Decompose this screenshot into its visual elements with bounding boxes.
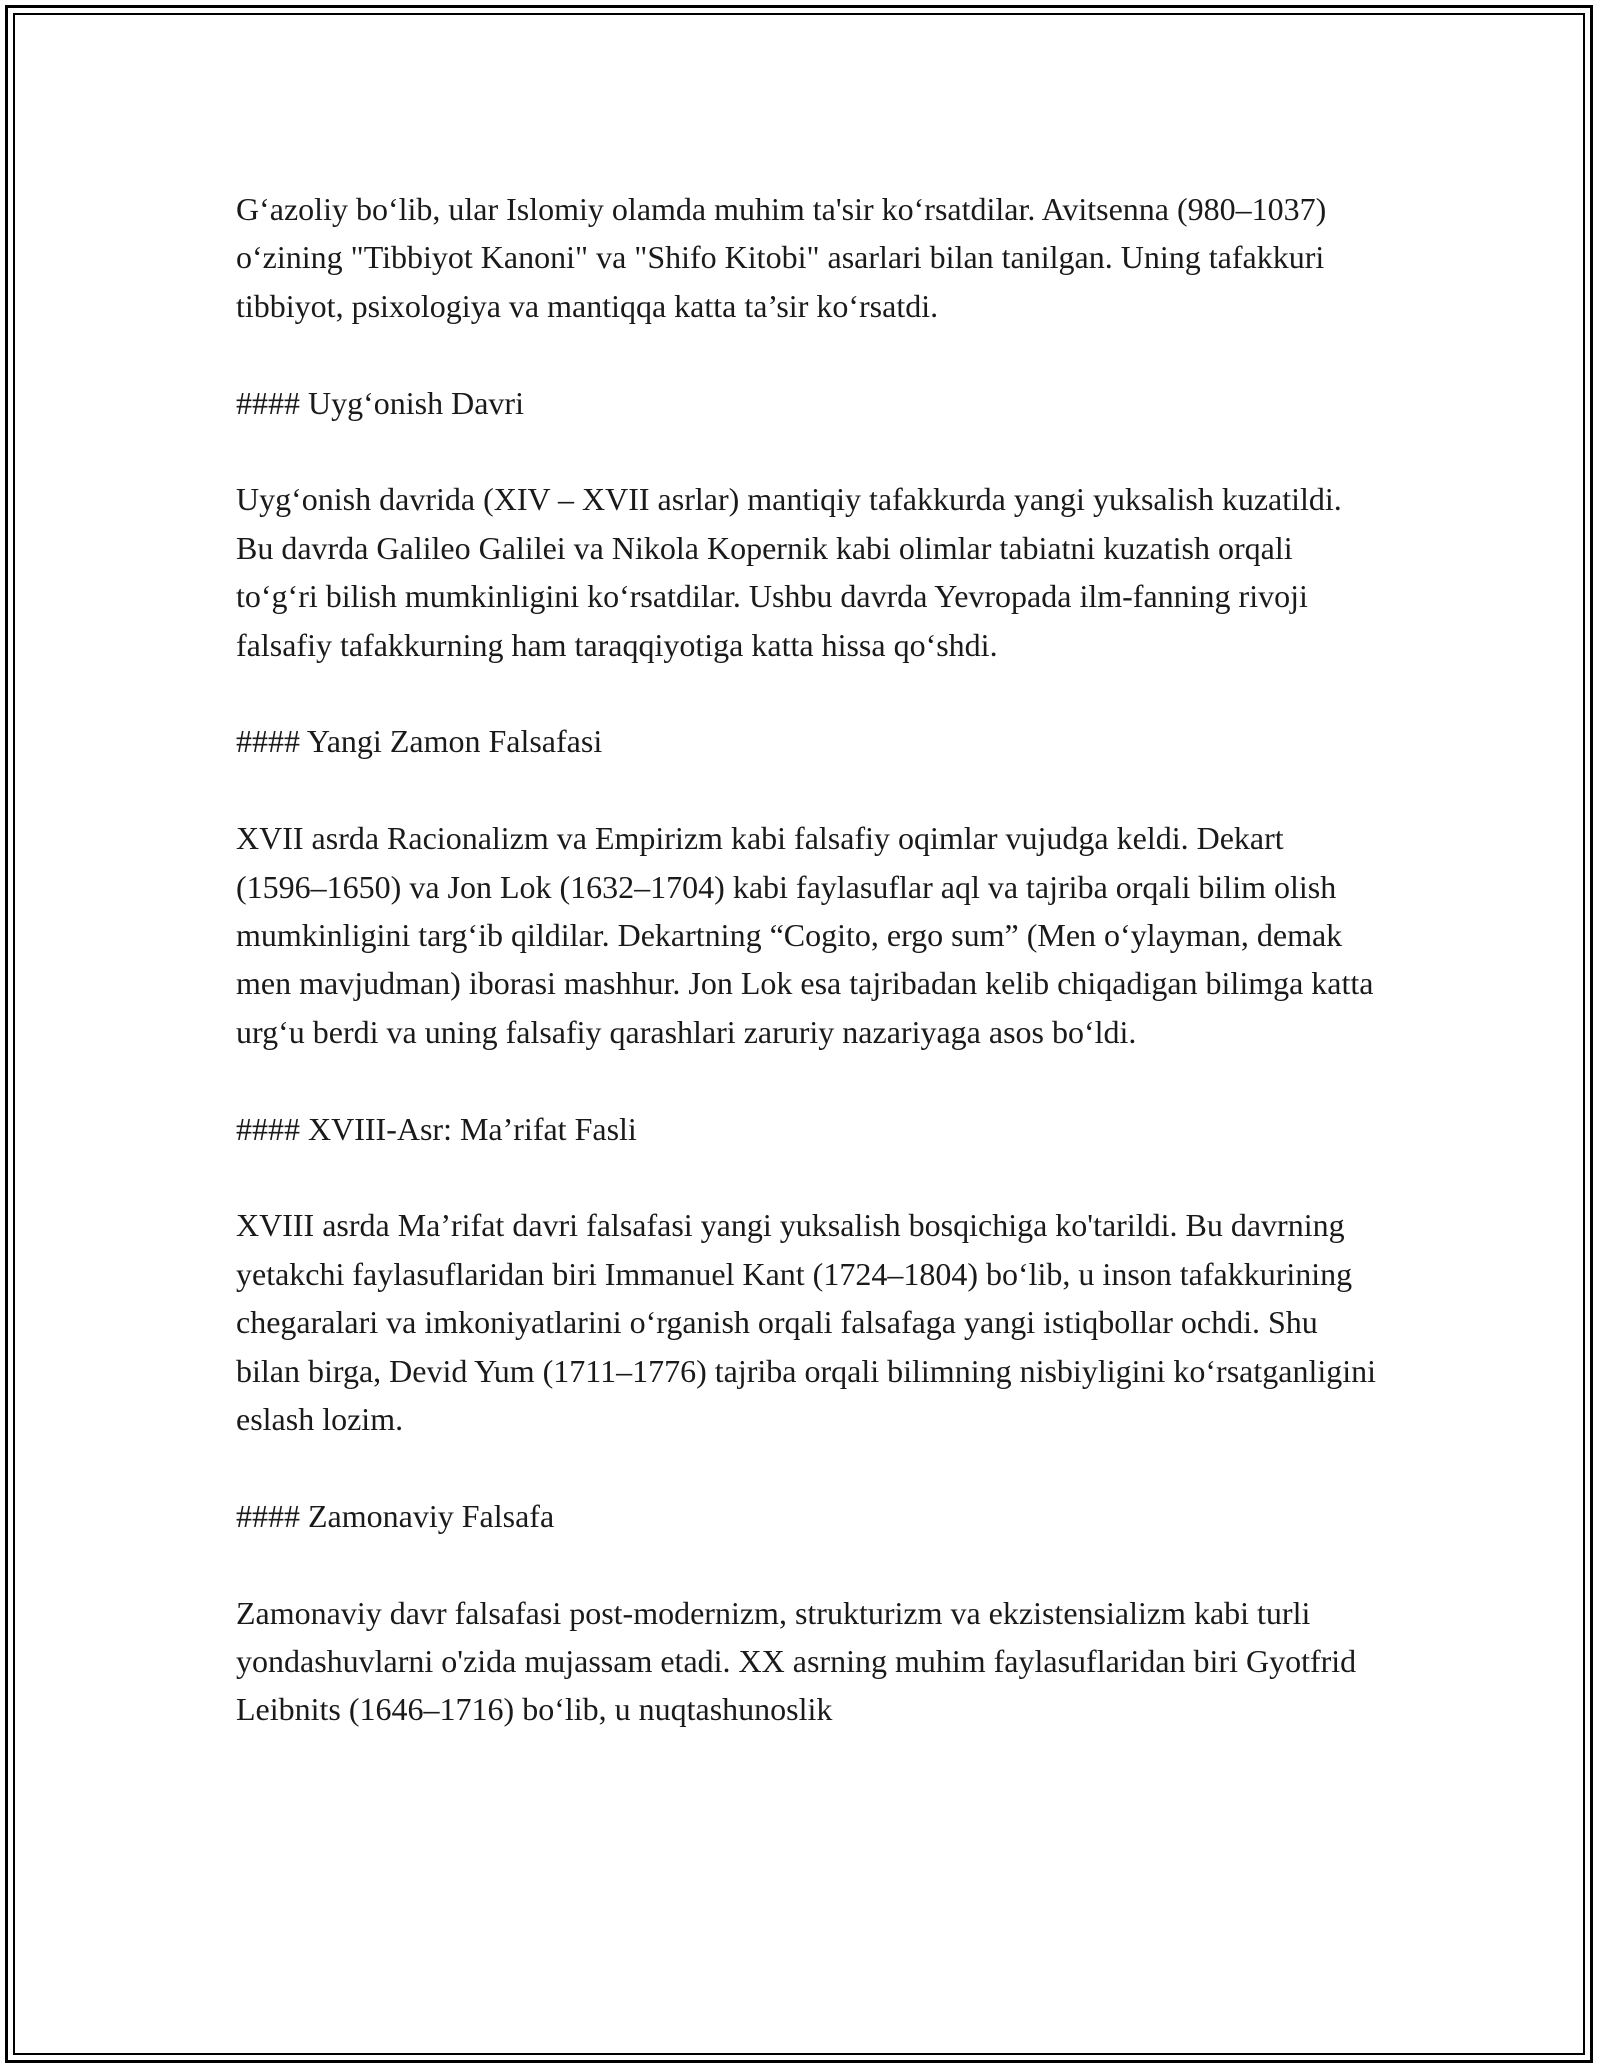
- paragraph-contemporary: Zamonaviy davr falsafasi post-modernizm, strukturizm va ekzistensializm kabi turli yondashuvlarni o'zida mujassam etadi. XX asrning muhim faylasuflaridan biri Gyotfrid Leibnits (1646–1716) bo‘lib, u nuqtashunoslik: [236, 1594, 1357, 1728]
- heading-renaissance: #### Uyg‘onish Davri: [236, 384, 524, 421]
- paragraph-renaissance: Uyg‘onish davrida (XIV – XVII asrlar) mantiqiy tafakkurda yangi yuksalish kuzatildi. Bu davrda Galileo Galilei va Nikola Kopernik kabi olimlar tabiatni kuzatish orqali to‘g‘ri bilish mumkinligini ko‘rsatdilar. Ushbu davrda Yevropada ilm-fanning rivoji falsafiy tafakkurning ham taraqqiyotiga katta hissa qo‘shdi.: [236, 481, 1342, 663]
- document-body: [236, 185, 1376, 1782]
- paragraph-enlightenment: XVIII asrda Ma’rifat davri falsafasi yangi yuksalish bosqichiga ko'tarildi. Bu davrning yetakchi faylasuflaridan biri Immanuel Kant (1724–1804) bo‘lib, u inson tafakkurining chegaralari va imkoniyatlarini o‘rganish orqali falsafaga yangi istiqbollar ochdi. Shu bilan birga, Devid Yum (1711–1776) tajriba orqali bilimning nisbiyligini ko‘rsatganligini eslash lozim.: [236, 1207, 1376, 1438]
- heading-contemporary: #### Zamonaviy Falsafa: [236, 1497, 555, 1534]
- heading-enlightenment: #### XVIII-Asr: Ma’rifat Fasli: [236, 1110, 637, 1147]
- heading-modern-era: #### Yangi Zamon Falsafasi: [236, 723, 603, 760]
- paragraph-intro: G‘azoliy bo‘lib, ular Islomiy olamda muhim ta'sir ko‘rsatdilar. Avitsenna (980–1037) o‘zining "Tibbiyot Kanoni" va "Shifo Kitobi" asarlari bilan tanilgan. Uning tafakkuri tibbiyot, psixologiya va mantiqqa katta ta’sir ko‘rsatdi.: [236, 191, 1327, 324]
- paragraph-modern-era: XVII asrda Racionalizm va Empirizm kabi falsafiy oqimlar vujudga keldi. Dekart (1596–1650) va Jon Lok (1632–1704) kabi faylasuflar aql va tajriba orqali bilim olish mumkinligini targ‘ib qildilar. Dekartning “Cogito, ergo sum” (Men o‘ylayman, demak men mavjudman) iborasi mashhur. Jon Lok esa tajribadan kelib chiqadigan bilimga katta urg‘u berdi va uning falsafiy qarashlari zaruriy nazariyaga asos bo‘ldi.: [236, 820, 1374, 1050]
